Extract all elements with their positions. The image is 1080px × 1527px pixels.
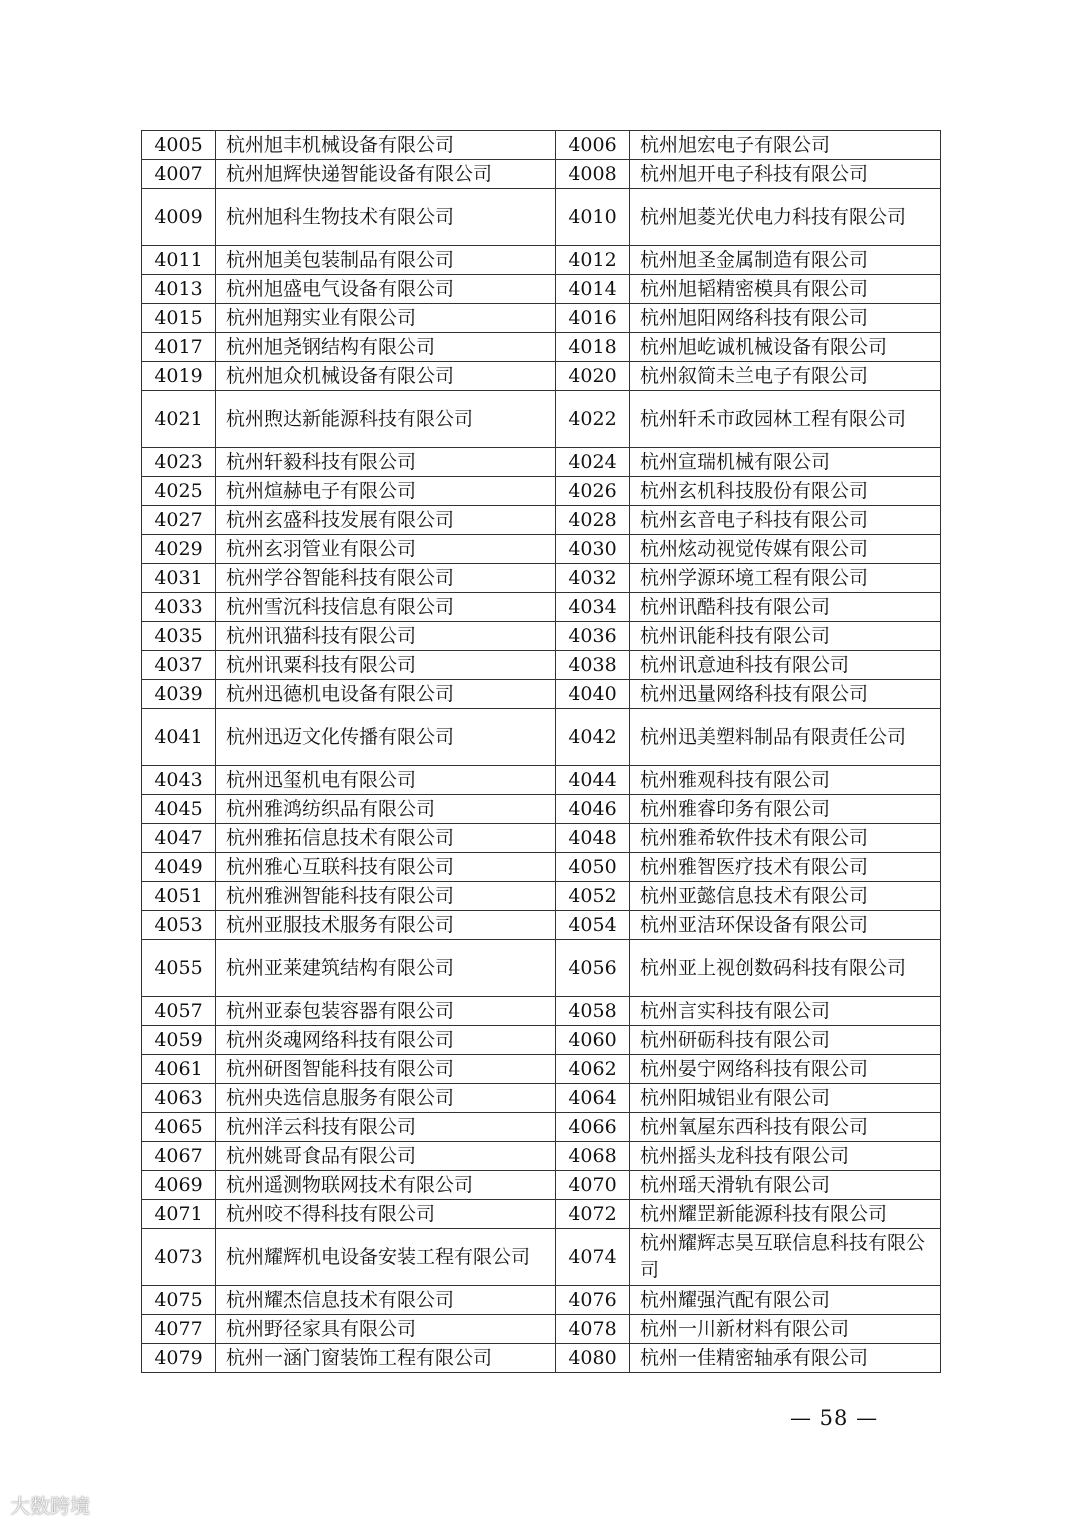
table-row [142, 824, 941, 853]
company-name: 杭州玄盛科技发展有限公司 [216, 506, 556, 535]
entry-number: 4032 [556, 564, 630, 593]
entry-number: 4014 [556, 275, 630, 304]
entry-number: 4059 [142, 1026, 216, 1055]
company-name: 杭州旭圣金属制造有限公司 [630, 246, 941, 275]
company-name: 杭州旭尧钢结构有限公司 [216, 333, 556, 362]
company-name: 杭州耀罡新能源科技有限公司 [630, 1200, 941, 1229]
company-name: 杭州轩毅科技有限公司 [216, 448, 556, 477]
company-name: 杭州雅观科技有限公司 [630, 766, 941, 795]
entry-number: 4016 [556, 304, 630, 333]
company-name: 杭州学谷智能科技有限公司 [216, 564, 556, 593]
watermark: 大数跨境 [10, 1494, 90, 1518]
entry-number: 4066 [556, 1113, 630, 1142]
company-name: 杭州亚懿信息技术有限公司 [630, 882, 941, 911]
entry-number: 4056 [556, 940, 630, 997]
company-name: 杭州旭众机械设备有限公司 [216, 362, 556, 391]
entry-number: 4079 [142, 1344, 216, 1373]
table-row [142, 564, 941, 593]
table-row [142, 622, 941, 651]
entry-number: 4044 [556, 766, 630, 795]
entry-number: 4015 [142, 304, 216, 333]
company-list-table [141, 130, 941, 1373]
table-row [142, 246, 941, 275]
table-row [142, 333, 941, 362]
entry-number: 4018 [556, 333, 630, 362]
company-name: 杭州煦达新能源科技有限公司 [216, 391, 556, 448]
entry-number: 4035 [142, 622, 216, 651]
table-row [142, 997, 941, 1026]
company-name: 杭州旭宏电子有限公司 [630, 131, 941, 160]
entry-number: 4025 [142, 477, 216, 506]
table-row [142, 1286, 941, 1315]
entry-number: 4029 [142, 535, 216, 564]
entry-number: 4027 [142, 506, 216, 535]
entry-number: 4038 [556, 651, 630, 680]
company-name: 杭州讯粟科技有限公司 [216, 651, 556, 680]
company-name: 杭州叙简未兰电子有限公司 [630, 362, 941, 391]
entry-number: 4074 [556, 1229, 630, 1286]
entry-number: 4051 [142, 882, 216, 911]
company-name: 杭州耀强汽配有限公司 [630, 1286, 941, 1315]
entry-number: 4011 [142, 246, 216, 275]
entry-number: 4031 [142, 564, 216, 593]
company-name: 杭州咬不得科技有限公司 [216, 1200, 556, 1229]
entry-number: 4055 [142, 940, 216, 997]
company-name: 杭州雅心互联科技有限公司 [216, 853, 556, 882]
table-row [142, 131, 941, 160]
company-name: 杭州旭美包装制品有限公司 [216, 246, 556, 275]
company-name: 杭州姚哥食品有限公司 [216, 1142, 556, 1171]
company-name: 杭州一佳精密轴承有限公司 [630, 1344, 941, 1373]
company-name: 杭州一涵门窗装饰工程有限公司 [216, 1344, 556, 1373]
entry-number: 4068 [556, 1142, 630, 1171]
entry-number: 4036 [556, 622, 630, 651]
entry-number: 4020 [556, 362, 630, 391]
company-name: 杭州野径家具有限公司 [216, 1315, 556, 1344]
company-name: 杭州讯意迪科技有限公司 [630, 651, 941, 680]
entry-number: 4034 [556, 593, 630, 622]
table-row [142, 795, 941, 824]
table-row [142, 535, 941, 564]
company-name: 杭州煊赫电子有限公司 [216, 477, 556, 506]
table-row [142, 1142, 941, 1171]
entry-number: 4064 [556, 1084, 630, 1113]
company-name: 杭州玄机科技股份有限公司 [630, 477, 941, 506]
company-name: 杭州研砺科技有限公司 [630, 1026, 941, 1055]
entry-number: 4048 [556, 824, 630, 853]
table-row [142, 940, 941, 997]
company-name: 杭州轩禾市政园林工程有限公司 [630, 391, 941, 448]
entry-number: 4013 [142, 275, 216, 304]
table-row [142, 1026, 941, 1055]
table-row [142, 506, 941, 535]
company-name: 杭州晏宁网络科技有限公司 [630, 1055, 941, 1084]
company-name: 杭州玄羽管业有限公司 [216, 535, 556, 564]
company-name: 杭州炎魂网络科技有限公司 [216, 1026, 556, 1055]
entry-number: 4028 [556, 506, 630, 535]
table-row [142, 1113, 941, 1142]
entry-number: 4039 [142, 680, 216, 709]
entry-number: 4053 [142, 911, 216, 940]
table-row [142, 1229, 941, 1286]
company-name: 杭州旭翔实业有限公司 [216, 304, 556, 333]
entry-number: 4007 [142, 160, 216, 189]
entry-number: 4022 [556, 391, 630, 448]
company-name: 杭州阳城铝业有限公司 [630, 1084, 941, 1113]
company-name: 杭州央选信息服务有限公司 [216, 1084, 556, 1113]
entry-number: 4061 [142, 1055, 216, 1084]
entry-number: 4052 [556, 882, 630, 911]
table-row [142, 1200, 941, 1229]
entry-number: 4040 [556, 680, 630, 709]
entry-number: 4062 [556, 1055, 630, 1084]
company-name: 杭州雅希软件技术有限公司 [630, 824, 941, 853]
company-name: 杭州雪沉科技信息有限公司 [216, 593, 556, 622]
entry-number: 4078 [556, 1315, 630, 1344]
entry-number: 4005 [142, 131, 216, 160]
entry-number: 4047 [142, 824, 216, 853]
table-row [142, 1171, 941, 1200]
company-name: 杭州洋云科技有限公司 [216, 1113, 556, 1142]
entry-number: 4049 [142, 853, 216, 882]
entry-number: 4009 [142, 189, 216, 246]
company-name: 杭州旭开电子科技有限公司 [630, 160, 941, 189]
entry-number: 4071 [142, 1200, 216, 1229]
entry-number: 4026 [556, 477, 630, 506]
entry-number: 4012 [556, 246, 630, 275]
entry-number: 4037 [142, 651, 216, 680]
company-name: 杭州旭盛电气设备有限公司 [216, 275, 556, 304]
entry-number: 4045 [142, 795, 216, 824]
company-name: 杭州耀杰信息技术有限公司 [216, 1286, 556, 1315]
table-row [142, 1084, 941, 1113]
company-name: 杭州迅玺机电有限公司 [216, 766, 556, 795]
table-row [142, 911, 941, 940]
entry-number: 4010 [556, 189, 630, 246]
page-number: — 58 — [790, 1406, 879, 1430]
entry-number: 4063 [142, 1084, 216, 1113]
table-row [142, 362, 941, 391]
entry-number: 4080 [556, 1344, 630, 1373]
entry-number: 4075 [142, 1286, 216, 1315]
company-name: 杭州旭韬精密模具有限公司 [630, 275, 941, 304]
table-row [142, 651, 941, 680]
company-name: 杭州亚泰包装容器有限公司 [216, 997, 556, 1026]
table-body [142, 131, 941, 1373]
entry-number: 4069 [142, 1171, 216, 1200]
entry-number: 4023 [142, 448, 216, 477]
table-row [142, 853, 941, 882]
company-name: 杭州亚洁环保设备有限公司 [630, 911, 941, 940]
company-name: 杭州炫动视觉传媒有限公司 [630, 535, 941, 564]
entry-number: 4046 [556, 795, 630, 824]
table-row [142, 680, 941, 709]
company-name: 杭州迅美塑料制品有限责任公司 [630, 709, 941, 766]
company-name: 杭州迅德机电设备有限公司 [216, 680, 556, 709]
table-row [142, 882, 941, 911]
entry-number: 4024 [556, 448, 630, 477]
table-row [142, 391, 941, 448]
company-name: 杭州氧屋东西科技有限公司 [630, 1113, 941, 1142]
company-name: 杭州雅洲智能科技有限公司 [216, 882, 556, 911]
entry-number: 4077 [142, 1315, 216, 1344]
table-row [142, 1315, 941, 1344]
company-name: 杭州亚莱建筑结构有限公司 [216, 940, 556, 997]
table-row [142, 1344, 941, 1373]
company-name: 杭州耀辉机电设备安装工程有限公司 [216, 1229, 556, 1286]
table-row [142, 593, 941, 622]
company-name: 杭州迅量网络科技有限公司 [630, 680, 941, 709]
entry-number: 4042 [556, 709, 630, 766]
company-name: 杭州亚上视创数码科技有限公司 [630, 940, 941, 997]
company-name: 杭州玄音电子科技有限公司 [630, 506, 941, 535]
entry-number: 4021 [142, 391, 216, 448]
entry-number: 4060 [556, 1026, 630, 1055]
company-name: 杭州雅鸿纺织品有限公司 [216, 795, 556, 824]
company-name: 杭州雅智医疗技术有限公司 [630, 853, 941, 882]
company-name: 杭州言实科技有限公司 [630, 997, 941, 1026]
company-name: 杭州雅拓信息技术有限公司 [216, 824, 556, 853]
company-name: 杭州亚服技术服务有限公司 [216, 911, 556, 940]
company-name: 杭州宣瑞机械有限公司 [630, 448, 941, 477]
company-name: 杭州旭菱光伏电力科技有限公司 [630, 189, 941, 246]
entry-number: 4030 [556, 535, 630, 564]
company-name: 杭州学源环境工程有限公司 [630, 564, 941, 593]
entry-number: 4019 [142, 362, 216, 391]
company-name: 杭州旭辉快递智能设备有限公司 [216, 160, 556, 189]
entry-number: 4008 [556, 160, 630, 189]
entry-number: 4041 [142, 709, 216, 766]
table-row [142, 189, 941, 246]
entry-number: 4072 [556, 1200, 630, 1229]
entry-number: 4054 [556, 911, 630, 940]
entry-number: 4058 [556, 997, 630, 1026]
company-name: 杭州讯酷科技有限公司 [630, 593, 941, 622]
entry-number: 4057 [142, 997, 216, 1026]
entry-number: 4006 [556, 131, 630, 160]
entry-number: 4033 [142, 593, 216, 622]
company-name: 杭州瑶天滑轨有限公司 [630, 1171, 941, 1200]
table-row [142, 1055, 941, 1084]
entry-number: 4073 [142, 1229, 216, 1286]
company-name: 杭州旭屹诚机械设备有限公司 [630, 333, 941, 362]
entry-number: 4050 [556, 853, 630, 882]
company-name: 杭州讯能科技有限公司 [630, 622, 941, 651]
table-row [142, 709, 941, 766]
entry-number: 4043 [142, 766, 216, 795]
entry-number: 4017 [142, 333, 216, 362]
company-name: 杭州讯猫科技有限公司 [216, 622, 556, 651]
table-row [142, 160, 941, 189]
entry-number: 4065 [142, 1113, 216, 1142]
company-name: 杭州迅迈文化传播有限公司 [216, 709, 556, 766]
company-name: 杭州一川新材料有限公司 [630, 1315, 941, 1344]
entry-number: 4067 [142, 1142, 216, 1171]
company-name: 杭州遥测物联网技术有限公司 [216, 1171, 556, 1200]
table-row [142, 448, 941, 477]
company-name: 杭州旭科生物技术有限公司 [216, 189, 556, 246]
company-name: 杭州旭丰机械设备有限公司 [216, 131, 556, 160]
company-name: 杭州研图智能科技有限公司 [216, 1055, 556, 1084]
entry-number: 4070 [556, 1171, 630, 1200]
table-row [142, 275, 941, 304]
table-row [142, 477, 941, 506]
table-row [142, 766, 941, 795]
company-name: 杭州旭阳网络科技有限公司 [630, 304, 941, 333]
table-row [142, 304, 941, 333]
company-name: 杭州耀辉志昊互联信息科技有限公司 [630, 1229, 941, 1286]
entry-number: 4076 [556, 1286, 630, 1315]
company-name: 杭州摇头龙科技有限公司 [630, 1142, 941, 1171]
company-name: 杭州雅睿印务有限公司 [630, 795, 941, 824]
